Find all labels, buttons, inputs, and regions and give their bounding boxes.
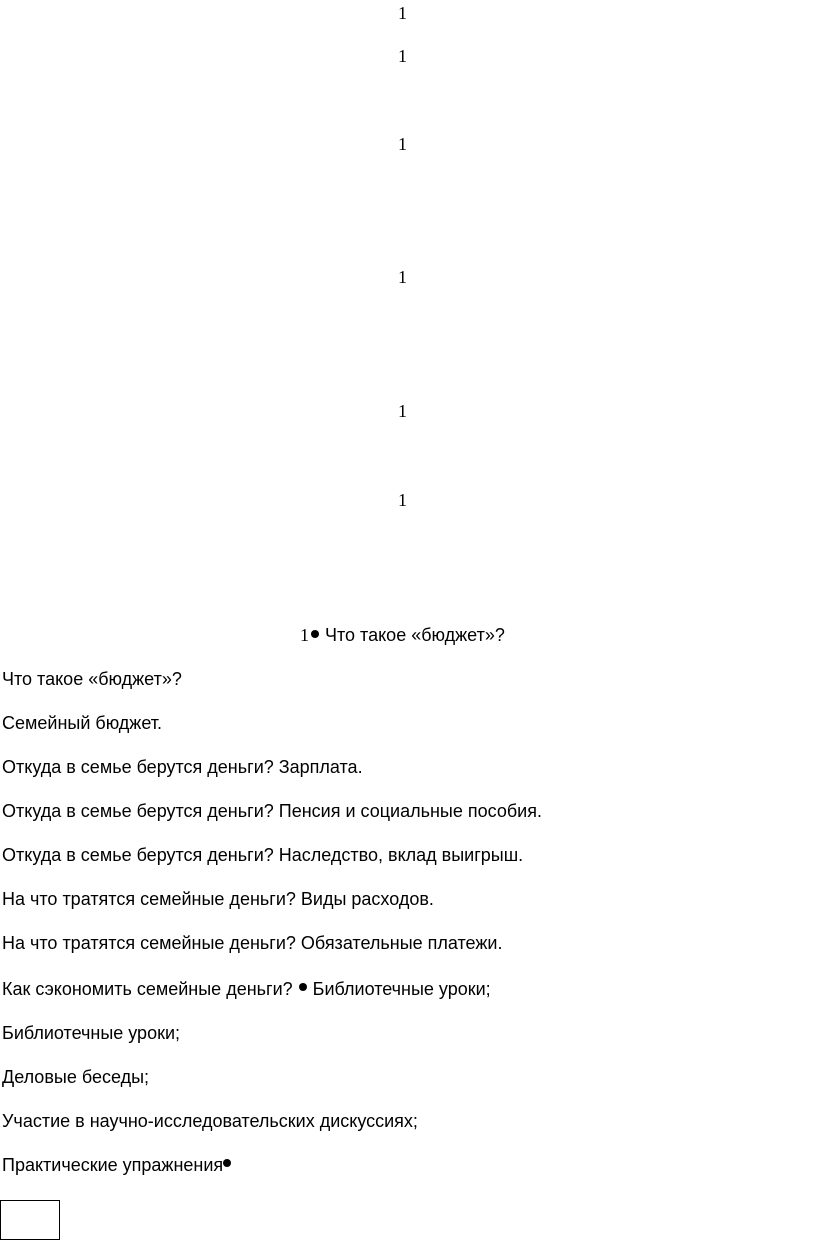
last-line-text: Практические упражнения (2, 1155, 224, 1175)
topic-line-7: На что тратятся семейные деньги? Обязательные платежи. (2, 933, 503, 953)
page-number-6: 1 (398, 490, 407, 510)
page-number-1: 1 (398, 3, 407, 23)
topic-line-4: Откуда в семье берутся деньги? Пенсия и социальные пособия. (2, 801, 542, 821)
empty-box (0, 1200, 60, 1240)
form-line-1: Библиотечные уроки; (2, 1023, 181, 1043)
last-line (2, 1154, 237, 1176)
topic-line-2: Семейный бюджет. (2, 713, 163, 733)
bullet-icon (311, 630, 319, 638)
bullet-icon (223, 1159, 231, 1167)
topic-line-3: Откуда в семье берутся деньги? Зарплата. (2, 757, 363, 777)
topic-line-5: Откуда в семье берутся деньги? Наследство, вклад выигрыш. (2, 845, 524, 865)
section-heading-number: 1 (300, 625, 309, 645)
economy-line (2, 978, 491, 1000)
topic-line-1: Что такое «бюджет»? (2, 669, 182, 689)
page-number-5: 1 (398, 401, 407, 421)
page-number-2: 1 (398, 46, 407, 66)
form-line-3: Участие в научно-исследовательских дискуссиях; (2, 1111, 418, 1131)
bullet-icon (299, 983, 307, 991)
page-number-4: 1 (398, 267, 407, 287)
topic-line-6: На что тратятся семейные деньги? Виды расходов. (2, 889, 434, 909)
form-line-2: Деловые беседы; (2, 1067, 150, 1087)
section-heading-text: Что такое «бюджет»? (325, 625, 505, 645)
page-number-3: 1 (398, 134, 407, 154)
economy-after: Библиотечные уроки; (312, 979, 491, 999)
economy-question: Как сэкономить семейные деньги? (2, 979, 293, 999)
section-heading (300, 624, 505, 646)
